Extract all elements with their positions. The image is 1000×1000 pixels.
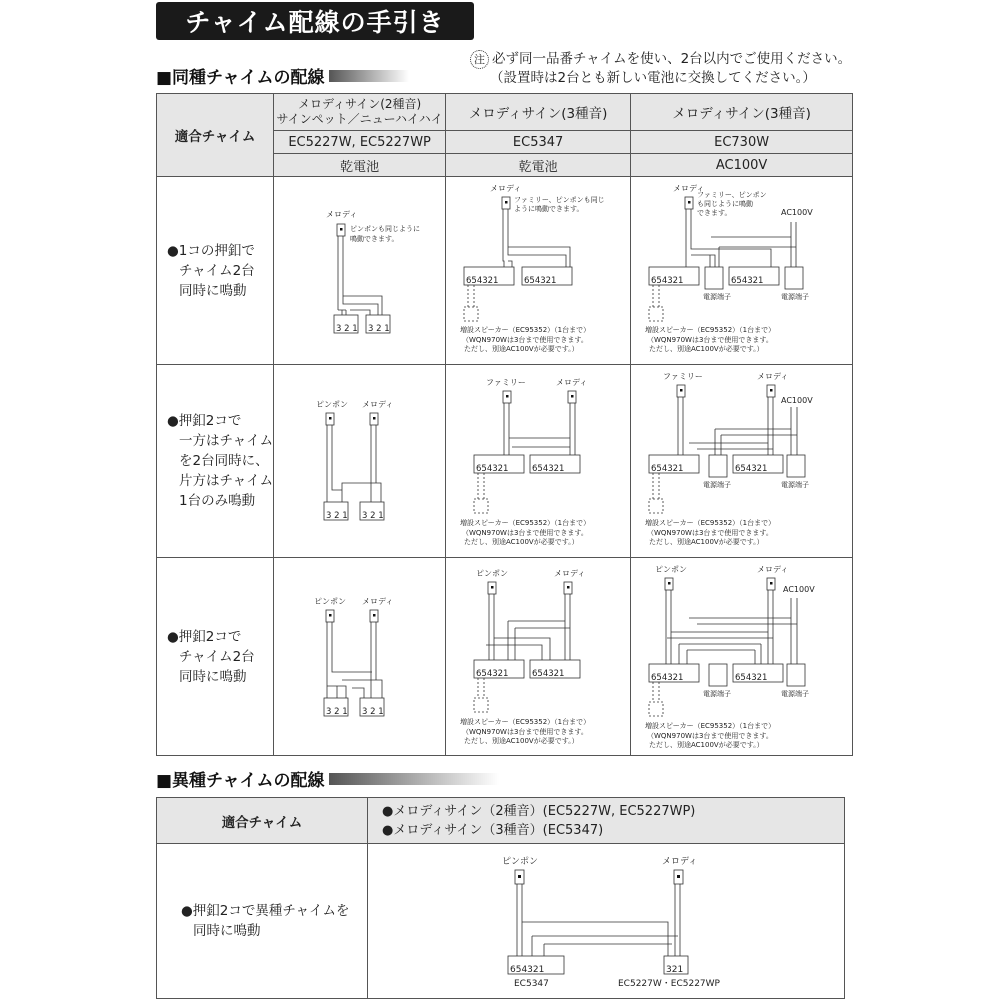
svg-text:AC100V: AC100V <box>783 585 815 594</box>
terminal-label: 654321 <box>510 965 545 975</box>
wiring-diagram <box>631 365 852 557</box>
wiring-diagram <box>274 177 445 364</box>
svg-text:ファミリー: ファミリー <box>486 378 526 387</box>
svg-text:メロディ: メロディ <box>757 372 789 381</box>
page-title: チャイム配線の手引き <box>156 2 474 40</box>
label-line: を2台同時に、 <box>179 453 269 469</box>
row3-diagram-ec5227 <box>274 558 446 756</box>
row1-diagram-ec5227 <box>274 177 446 365</box>
svg-text:できます。: できます。 <box>697 209 732 217</box>
model-label: EC5227W・EC5227WP <box>618 979 720 989</box>
col1-name-line1: メロディサイン(2種音) <box>298 97 422 111</box>
note-mark-icon: 注 <box>470 50 489 69</box>
label-line: 1台のみ鳴動 <box>179 493 256 509</box>
section-heading-text: ■異種チャイムの配線 <box>156 771 325 791</box>
svg-text:654321: 654321 <box>532 464 565 474</box>
svg-text:654321: 654321 <box>735 673 768 683</box>
col1-name-line2: サインペット／ニューハイハイ <box>276 112 443 126</box>
svg-text:メロディ: メロディ <box>362 597 394 606</box>
svg-text:（WQN970Wは3台まで使用できます。: （WQN970Wは3台まで使用できます。 <box>647 336 773 344</box>
heading-gradient-bar <box>329 773 499 785</box>
svg-text:（WQN970Wは3台まで使用できます。: （WQN970Wは3台まで使用できます。 <box>462 529 588 537</box>
wiring-diagram <box>631 177 852 364</box>
label-line: 同時に鳴動 <box>179 668 247 685</box>
section-heading-same-type <box>156 63 409 88</box>
svg-text:鳴動できます。: 鳴動できます。 <box>350 235 399 243</box>
svg-text:ように鳴動できます。: ように鳴動できます。 <box>514 205 584 213</box>
row2-diagram-ec5347 <box>446 365 631 558</box>
svg-text:3 2 1: 3 2 1 <box>326 707 348 717</box>
label-line: ●押釦2コで異種チャイムを <box>181 903 350 919</box>
label-line: ●押釦2コで <box>167 628 242 645</box>
button-label-melody: メロディ <box>326 210 358 219</box>
svg-text:ファミリー、ピンポンも同じ: ファミリー、ピンポンも同じ <box>514 196 605 204</box>
svg-text:654321: 654321 <box>532 669 565 679</box>
svg-text:メロディ: メロディ <box>554 569 586 578</box>
svg-text:ピンポン: ピンポン <box>316 400 349 409</box>
usage-note <box>470 50 851 87</box>
svg-text:電源端子: 電源端子 <box>781 690 810 698</box>
model-label: EC5347 <box>514 979 549 989</box>
svg-text:増設スピーカー（EC95352）（1台まで）: 増設スピーカー（EC95352）（1台まで） <box>460 718 591 726</box>
svg-text:654321: 654321 <box>651 464 684 474</box>
svg-text:増設スピーカー（EC95352）（1台まで）: 増設スピーカー（EC95352）（1台まで） <box>460 326 591 334</box>
row3-diagram-ec730w <box>631 558 853 756</box>
col1-name <box>274 94 446 131</box>
svg-text:ピンポン: ピンポン <box>476 569 509 578</box>
svg-text:ただし、別途AC100Vが必要です。）: ただし、別途AC100Vが必要です。） <box>464 538 579 546</box>
svg-text:電源端子: 電源端子 <box>781 293 810 301</box>
svg-text:654321: 654321 <box>651 276 684 286</box>
compatible-chime-header: 適合チャイム <box>157 94 274 177</box>
svg-text:ピンポン: ピンポン <box>655 565 688 574</box>
different-type-table <box>156 797 845 999</box>
terminal-label: 321 <box>666 965 684 975</box>
svg-text:増設スピーカー（EC95352）（1台まで）: 増設スピーカー（EC95352）（1台まで） <box>645 326 776 334</box>
svg-text:（WQN970Wは3台まで使用できます。: （WQN970Wは3台まで使用できます。 <box>647 529 773 537</box>
svg-text:も同じように鳴動: も同じように鳴動 <box>697 200 754 208</box>
label-line: 同時に鳴動 <box>179 282 247 299</box>
label-line: 片方はチャイム <box>179 473 274 489</box>
label-line: 一方はチャイム <box>179 433 274 449</box>
different-type-diagram <box>368 844 845 999</box>
svg-text:（WQN970Wは3台まで使用できます。: （WQN970Wは3台まで使用できます。 <box>462 728 588 736</box>
label-line: チャイム2台 <box>179 648 255 665</box>
note-line-1: 必ず同一品番チャイムを使い、2台以内でご使用ください。 <box>492 51 852 67</box>
svg-text:3 2 1: 3 2 1 <box>368 324 390 334</box>
wiring-diagram <box>274 365 445 557</box>
col3-name: メロディサイン(3種音) <box>631 94 853 131</box>
svg-text:メロディ: メロディ <box>490 184 522 193</box>
row2-diagram-ec730w <box>631 365 853 558</box>
section-heading-text: ■同種チャイムの配線 <box>156 68 325 88</box>
row3-label <box>157 558 274 756</box>
compatible-item: ●メロディサイン（3種音）(EC5347) <box>382 822 604 838</box>
svg-text:654321: 654321 <box>731 276 764 286</box>
svg-text:ピンポン: ピンポン <box>314 597 347 606</box>
same-type-table <box>156 93 853 756</box>
svg-text:増設スピーカー（EC95352）（1台まで）: 増設スピーカー（EC95352）（1台まで） <box>460 519 591 527</box>
svg-text:654321: 654321 <box>651 673 684 683</box>
svg-text:ファミリー、ピンポン: ファミリー、ピンポン <box>697 191 767 199</box>
compatible-chime-list <box>368 798 845 844</box>
svg-text:3 2 1: 3 2 1 <box>336 324 358 334</box>
svg-text:654321: 654321 <box>524 276 557 286</box>
compatible-chime-header: 適合チャイム <box>157 798 368 844</box>
row1-diagram-ec5347 <box>446 177 631 365</box>
wiring-diagram <box>446 558 630 755</box>
compatible-item: ●メロディサイン（2種音）(EC5227W, EC5227WP) <box>382 803 696 819</box>
row3-diagram-ec5347 <box>446 558 631 756</box>
row1-label <box>157 177 274 365</box>
heading-gradient-bar <box>329 70 409 82</box>
svg-text:ただし、別途AC100Vが必要です。）: ただし、別途AC100Vが必要です。） <box>649 345 764 353</box>
button-label-pinpon: ピンポン <box>502 857 539 867</box>
label-line: ●1コの押釦で <box>167 242 255 259</box>
svg-text:電源端子: 電源端子 <box>703 481 732 489</box>
svg-text:AC100V: AC100V <box>781 396 813 405</box>
col1-power: 乾電池 <box>274 154 446 177</box>
svg-text:3 2 1: 3 2 1 <box>326 511 348 521</box>
col3-power: AC100V <box>631 154 853 177</box>
col2-model: EC5347 <box>446 131 631 154</box>
wiring-diagram <box>274 558 445 755</box>
svg-text:AC100V: AC100V <box>781 208 813 217</box>
svg-text:メロディ: メロディ <box>673 184 705 193</box>
note-line-2: （設置時は2台とも新しい電池に交換してください。） <box>490 70 816 86</box>
svg-text:654321: 654321 <box>476 669 509 679</box>
different-type-row-label <box>157 844 368 999</box>
svg-text:ただし、別途AC100Vが必要です。）: ただし、別途AC100Vが必要です。） <box>649 538 764 546</box>
svg-text:電源端子: 電源端子 <box>703 690 732 698</box>
svg-text:ファミリー: ファミリー <box>663 372 703 381</box>
svg-text:メロディ: メロディ <box>556 378 588 387</box>
col2-name: メロディサイン(3種音) <box>446 94 631 131</box>
row2-diagram-ec5227 <box>274 365 446 558</box>
wiring-diagram <box>446 365 630 557</box>
svg-text:3 2 1: 3 2 1 <box>362 511 384 521</box>
wiring-diagram <box>446 177 630 364</box>
svg-text:メロディ: メロディ <box>362 400 394 409</box>
svg-text:（WQN970Wは3台まで使用できます。: （WQN970Wは3台まで使用できます。 <box>462 336 588 344</box>
section-heading-different-type <box>156 766 499 791</box>
svg-text:増設スピーカー（EC95352）（1台まで）: 増設スピーカー（EC95352）（1台まで） <box>645 519 776 527</box>
label-line: チャイム2台 <box>179 262 255 279</box>
svg-text:654321: 654321 <box>735 464 768 474</box>
svg-text:メロディ: メロディ <box>757 565 789 574</box>
label-line: ●押釦2コで <box>167 413 242 429</box>
col2-power: 乾電池 <box>446 154 631 177</box>
col1-model: EC5227W, EC5227WP <box>274 131 446 154</box>
col3-model: EC730W <box>631 131 853 154</box>
row2-label <box>157 365 274 558</box>
svg-text:ただし、別途AC100Vが必要です。）: ただし、別途AC100Vが必要です。） <box>464 345 579 353</box>
svg-text:電源端子: 電源端子 <box>781 481 810 489</box>
svg-text:654321: 654321 <box>466 276 499 286</box>
button-label-melody: メロディ <box>662 857 698 867</box>
label-line: 同時に鳴動 <box>193 923 261 939</box>
svg-text:増設スピーカー（EC95352）（1台まで）: 増設スピーカー（EC95352）（1台まで） <box>645 722 776 730</box>
svg-text:電源端子: 電源端子 <box>703 293 732 301</box>
svg-text:ただし、別途AC100Vが必要です。）: ただし、別途AC100Vが必要です。） <box>649 741 764 749</box>
svg-text:ピンポンも同じように: ピンポンも同じように <box>350 225 421 233</box>
svg-text:3 2 1: 3 2 1 <box>362 707 384 717</box>
svg-text:ただし、別途AC100Vが必要です。）: ただし、別途AC100Vが必要です。） <box>464 737 579 745</box>
row1-diagram-ec730w <box>631 177 853 365</box>
svg-text:654321: 654321 <box>476 464 509 474</box>
wiring-diagram <box>368 844 844 998</box>
svg-text:（WQN970Wは3台まで使用できます。: （WQN970Wは3台まで使用できます。 <box>647 732 773 740</box>
wiring-diagram <box>631 558 852 755</box>
